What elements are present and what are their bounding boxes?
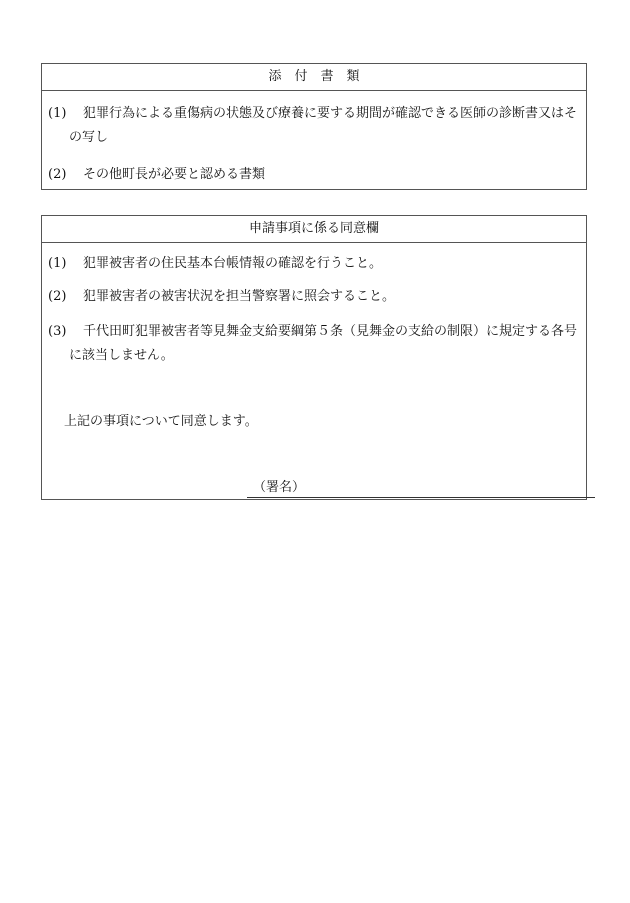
consent-item-text: 犯罪被害者の被害状況を担当警察署に照会すること。 (83, 289, 396, 304)
attachments-section (41, 63, 587, 190)
consent-item-number: (1) (48, 256, 67, 271)
consent-item-text: 犯罪被害者の住民基本台帳情報の確認を行うこと。 (83, 256, 383, 271)
attachment-item-text: その他町長が必要と認める書類 (83, 167, 266, 182)
attachment-item (42, 163, 586, 187)
attachment-item-number: (1) (48, 106, 67, 121)
attachments-title: 添付書類 (268, 69, 373, 84)
consent-item-number: (2) (48, 289, 67, 304)
signature-field[interactable] (247, 479, 595, 498)
attachment-item (42, 102, 586, 150)
consent-section (41, 215, 587, 500)
attachment-item-number: (2) (48, 167, 67, 182)
consent-statement: 上記の事項について同意します。 (64, 414, 258, 429)
consent-header (42, 216, 586, 243)
consent-item-number: (3) (48, 324, 67, 339)
consent-item (42, 320, 586, 368)
signature-label: （署名） (253, 480, 306, 495)
consent-title: 申請事項に係る同意欄 (248, 221, 379, 236)
attachments-header (42, 64, 586, 91)
attachment-item-text: 犯罪行為による重傷病の状態及び療養に要する期間が確認できる医師の診断書又はその写し (69, 106, 578, 145)
consent-item (42, 285, 586, 309)
consent-item-text: 千代田町犯罪被害者等見舞金支給要綱第５条（見舞金の支給の制限）に規定する各号に該当しません。 (69, 324, 578, 363)
consent-item (42, 252, 586, 276)
